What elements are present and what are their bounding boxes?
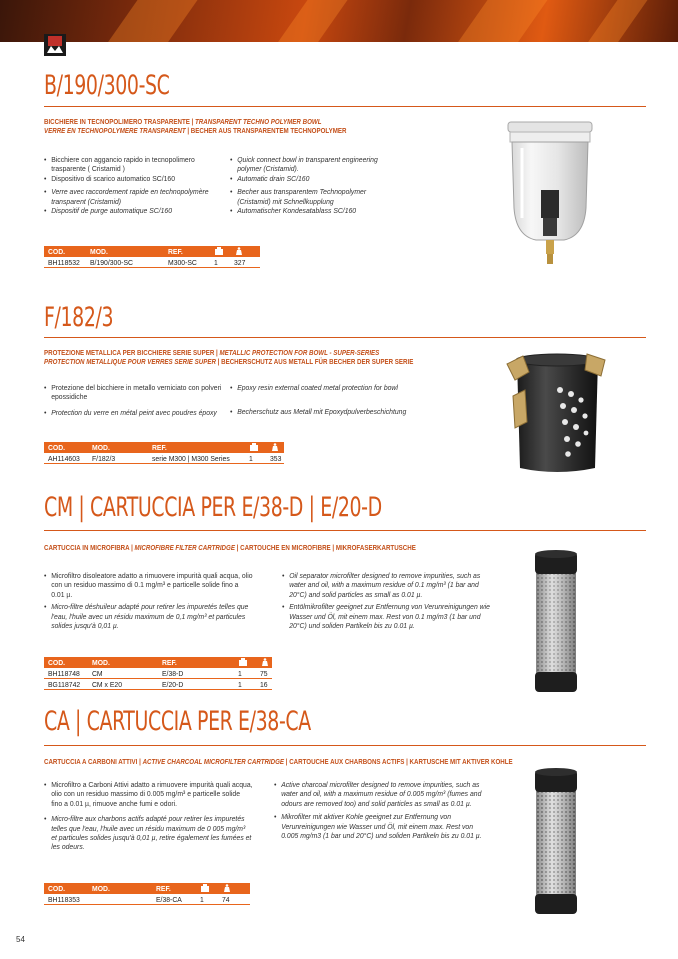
bullets-right: [230, 383, 424, 421]
table-row: BH118748 CM E/38-D 1 75: [44, 668, 272, 679]
bullet: • Dispositivo di scarico automatico SC/160: [44, 174, 224, 183]
table-row: AH114603 F/182/3 serie M300 | M300 Series 1 353: [44, 453, 284, 464]
weight-icon: [270, 443, 280, 451]
weight-icon: [222, 884, 232, 892]
cartridge-photo: [532, 548, 580, 696]
section-title: CM | CARTUCCIA PER E/38-D | E/20-D: [44, 492, 382, 523]
package-icon: [214, 247, 224, 255]
metal-protection-photo: [505, 350, 610, 478]
table-header: COD. MOD. REF.: [44, 246, 260, 257]
weight-icon: [234, 247, 244, 255]
section-title: B/190/300-SC: [44, 70, 170, 101]
section-divider: [44, 106, 646, 107]
bullet: • Mikrofilter mit aktiver Kohle geeignet zur Entfernung von Verunreinigungen wie Wasser und Öl, mit einem max. Rest von 0.005 mg/m3 (1 bar und 20°C) und soliden Partikeln bis zu 0.01 µ.: [274, 812, 486, 840]
bullet: • Bicchiere con aggancio rapido in tecnopolimero trasparente ( Cristamid ): [44, 155, 224, 174]
bullet: • Protection du verre en métal peint avec poudres époxy: [44, 408, 224, 417]
bullet: • Automatischer Kondesatablass SC/160: [230, 206, 397, 215]
page-number: 54: [16, 935, 25, 944]
header-banner: [0, 0, 678, 42]
table-row: BG118742 CM x E20 E/20-D 1 16: [44, 679, 272, 690]
table-row: BH118353 E/38-CA 1 74: [44, 894, 250, 905]
product-table: [44, 883, 250, 905]
bullets-right: [274, 780, 486, 844]
bullet: • Active charcoal microfilter designed to remove impurities, such as water and oil, with a maximum residue of 0.005 mg/m³ (fumes and odours are removed too) and solid particles as small as 0.01 µ.: [274, 780, 486, 808]
bullet: • Becherschutz aus Metall mit Epoxydpulverbeschichtung: [230, 407, 424, 416]
bullets-left: [44, 383, 224, 421]
bullets-right: [230, 155, 397, 219]
section-subtitle: CARTUCCIA IN MICROFIBRA | MICROFIBRE FILTER CARTRIDGE | CARTOUCHE EN MICROFIBRE | MIKROFASERKARTUSCHE: [44, 543, 416, 552]
product-table: [44, 246, 260, 268]
section-divider: [44, 745, 646, 746]
bullet: • Dispositif de purge automatique SC/160: [44, 206, 224, 215]
product-table: [44, 657, 272, 690]
section-title: CA | CARTUCCIA PER E/38-CA: [44, 706, 311, 737]
table-row: BH118532 B/190/300-SC M300-SC 1 327: [44, 257, 260, 268]
bullets-left: [44, 780, 253, 856]
table-header: COD. MOD. REF.: [44, 657, 272, 668]
bullet: • Microfiltro disoleatore adatto a rimuovere impurità quali acqua, olio con un residuo massimo di 0.1 mg/m³ e particelle solide fino a 0.01 µ.: [44, 571, 253, 599]
bullet: • Microfiltro a Carboni Attivi adatto a rimuovere impurità quali acqua, olio con un residuo massimo di 0.005 mg/m³ e particelle solide fino a 0.01 µ, rimuove anche fumi e odori.: [44, 780, 253, 808]
bullet: • Verre avec raccordement rapide en technopolymère transparent (Cristamid): [44, 187, 224, 206]
charcoal-cartridge-photo: [532, 766, 580, 918]
table-header: COD. MOD. REF.: [44, 442, 284, 453]
section-divider: [44, 530, 646, 531]
bullets-left: [44, 571, 253, 634]
section-title: F/182/3: [44, 302, 114, 333]
section-subtitle: PROTEZIONE METALLICA PER BICCHIERE SERIE SUPER | METALLIC PROTECTION FOR BOWL - SUPER-SERIES PROTECTION METALLIQUE POUR VERRES SERIE SUPER | BECHERSCHUTZ AUS METALL FÜR BECHER DER SUPER SERIE: [44, 348, 414, 366]
product-table: [44, 442, 284, 464]
weight-icon: [260, 658, 270, 666]
section-divider: [44, 337, 646, 338]
brand-logo: [44, 34, 66, 56]
bullet: • Oil separator microfilter designed to remove impurities, such as water and oil, with a maximum residue of 0.1 mg/m³ (1 bar and 20°C) and solid particles as small as 0.01 µ.: [282, 571, 498, 599]
bullet: • Automatic drain SC/160: [230, 174, 397, 183]
package-icon: [200, 884, 210, 892]
package-icon: [238, 658, 248, 666]
bowl-photo: [500, 118, 600, 283]
package-icon: [249, 443, 259, 451]
bullet: • Entölmikrofilter geeignet zur Entfernung von Verunreinigungen wie Wasser und Öl, mit einem max. Rest von 0.1 mg/m3 (1 bar und 20°C) und soliden Partikeln bis zu 0.01 µ.: [282, 602, 498, 630]
bullet: • Micro-filtre déshuileur adapté pour retirer les impuretés telles que l'eau, l'huile avec un résidu maximum de 0,1 mg/m³ et particules solides jusqu'à 0,01 µ.: [44, 602, 253, 630]
section-subtitle: CARTUCCIA A CARBONI ATTIVI | ACTIVE CHARCOAL MICROFILTER CARTRIDGE | CARTOUCHE AUX CHARBONS ACTIFS | KARTUSCHE MIT AKTIVER KOHLE: [44, 757, 513, 766]
bullets-right: [282, 571, 498, 634]
bullet: • Micro-filtre aux charbons actifs adapté pour retirer les impuretés telles que l'eau, l'huile avec un résidu maximum de 0 005 mg/m³ et particules solides jusqu'à 0,01 µ, retire également les fumées et les odeurs.: [44, 814, 253, 852]
bullet: • Protezione del bicchiere in metallo verniciato con polveri epossidiche: [44, 383, 224, 402]
bullet: • Epoxy resin external coated metal protection for bowl: [230, 383, 424, 392]
bullet: • Becher aus transparentem Technopolymer (Cristamid) mit Schnellkupplung: [230, 187, 397, 206]
section-subtitle: BICCHIERE IN TECNOPOLIMERO TRASPARENTE | TRANSPARENT TECHNO POLYMER BOWL VERRE EN TECHNOPOLYMERE TRANSPARENT | BECHER AUS TRANSPARENTEM TECHNOPOLYMER: [44, 117, 347, 135]
table-header: COD. MOD. REF.: [44, 883, 250, 894]
bullet: • Quick connect bowl in transparent engineering polymer (Cristamid).: [230, 155, 397, 174]
bullets-left: [44, 155, 224, 219]
